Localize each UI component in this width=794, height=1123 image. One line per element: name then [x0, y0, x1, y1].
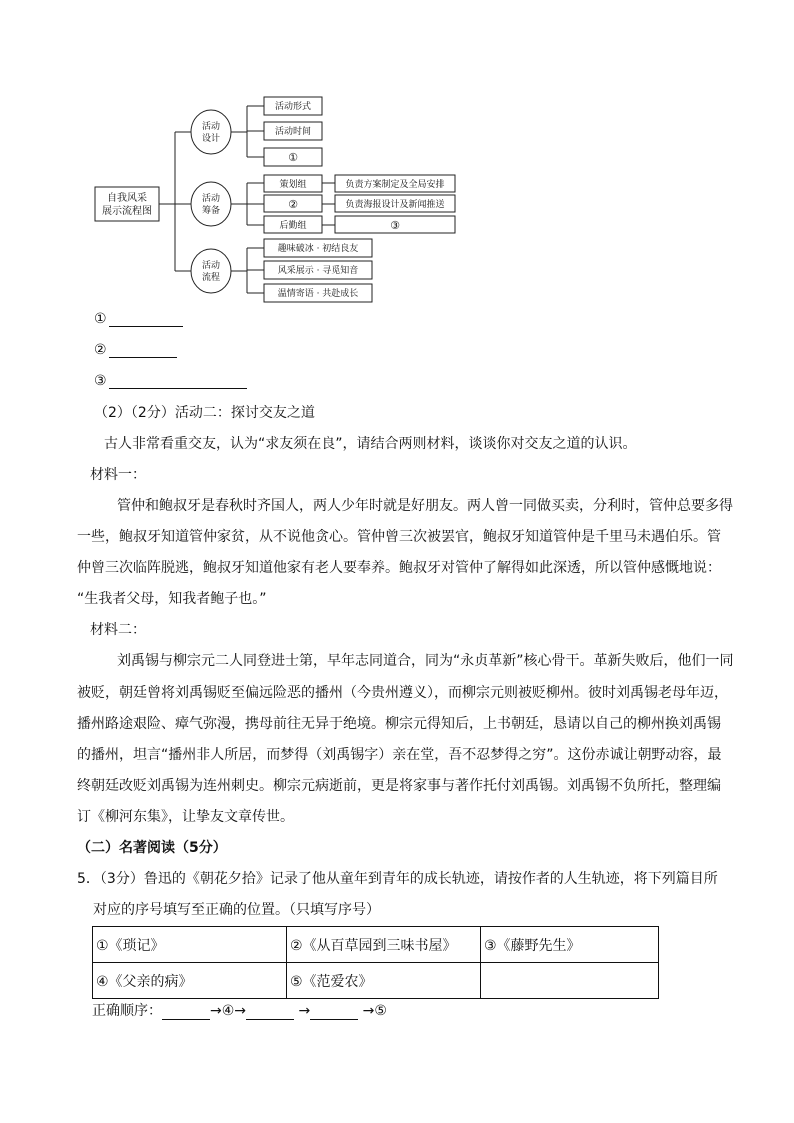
material-2-line-3: 播州路途艰险、瘴气弥漫，携母前往无异于绝境。柳宗元得知后，上书朝廷，恳请以自己的柳州换刘禹锡: [77, 716, 721, 732]
order-arrow: →: [294, 1003, 311, 1019]
material-2-line-4: 的播州，坦言“播州非人所居，而梦得（刘禹锡字）亲在堂，吾不忍梦得之穷”。这份赤诚让朝野动容，最: [77, 747, 722, 763]
answer-blank-1[interactable]: [94, 311, 183, 327]
answer-blank-2-line[interactable]: [109, 343, 177, 358]
order-fixed-1: ④: [221, 1003, 235, 1019]
correct-order: [92, 1000, 387, 1020]
answer-blank-2[interactable]: [94, 342, 177, 358]
order-blank-1[interactable]: [162, 1005, 210, 1020]
flow-root-line-2: 展示流程图: [102, 206, 152, 217]
table-cell: [481, 963, 659, 999]
material-1-line-4: “生我者父母，知我者鲍子也。”: [77, 591, 267, 607]
table-row: [93, 927, 659, 963]
section-2-title: （二）名著阅读（5分）: [77, 840, 227, 856]
order-blank-3[interactable]: [310, 1005, 358, 1020]
table-cell: ②《从百草园到三味书屋》: [287, 927, 481, 963]
order-arrow: →: [210, 1003, 222, 1019]
flow-group-1-ellipse: [191, 110, 231, 154]
material-2-line-6: 订《柳河东集》，让挚友文章传世。: [77, 809, 294, 825]
flow-group-1-label-b: 设计: [201, 134, 221, 144]
order-label: 正确顺序：: [92, 1003, 162, 1019]
answer-blank-1-line[interactable]: [109, 312, 183, 327]
flow-g2-team-1: 策划组: [279, 180, 307, 190]
q5-line-2: 对应的序号填写至正确的位置。（只填写序号）: [93, 902, 380, 918]
material-1-line-1: 管仲和鲍叔牙是春秋时齐国人，两人少年时就是好朋友。两人曾一同做买卖，分利时，管仲总要多得: [117, 498, 733, 514]
q2-title: （2）（2分）活动二：探讨交友之道: [94, 405, 315, 421]
order-blank-2[interactable]: [246, 1005, 294, 1020]
flow-group-3-label-a: 活动: [201, 261, 221, 271]
flow-group-3-ellipse: [191, 249, 231, 293]
flow-g3-item-3: 温情寄语 · 共赴成长: [277, 289, 359, 299]
order-arrow: →: [358, 1003, 375, 1019]
q2-prompt: 古人非常看重交友，认为“求友须在良”，请结合两则材料，谈谈你对交友之道的认识。: [104, 436, 637, 452]
answer-blank-3[interactable]: [94, 373, 247, 389]
material-2-title: 材料二：: [90, 622, 146, 638]
material-1-line-2: 一些，鲍叔牙知道管仲家贫，从不说他贪心。管仲曾三次被罢官，鲍叔牙知道管仲是千里马未遇伯乐。管: [77, 529, 721, 545]
flow-g3-item-1: 趣味破冰 · 初结良友: [277, 244, 359, 254]
material-2-line-5: 终朝廷改贬刘禹锡为连州刺史。柳宗元病逝前，更是将家事与著作托付刘禹锡。刘禹锡不负所托，整理编: [77, 778, 721, 794]
flow-g2-duty-3: ③: [390, 219, 400, 232]
flowchart: [0, 0, 794, 320]
answer-blank-2-label: ②: [94, 342, 107, 358]
material-2-line-1: 刘禹锡与柳宗元二人同登进士第，早年志同道合，同为“永贞革新”核心骨干。革新失败后，他们一同: [117, 653, 734, 669]
order-arrow: →: [234, 1003, 247, 1019]
material-1-title: 材料一：: [90, 467, 146, 483]
works-table: [92, 926, 659, 999]
flow-root-line-1: 自我风采: [107, 193, 147, 204]
table-cell: ④《父亲的病》: [93, 963, 287, 999]
flow-group-2-ellipse: [191, 182, 231, 226]
table-cell: ⑤《范爱农》: [287, 963, 481, 999]
flow-g2-duty-1: 负责方案制定及全局安排: [345, 180, 445, 190]
flow-group-2-label-a: 活动: [201, 194, 221, 204]
flow-group-3-label-b: 流程: [201, 273, 221, 283]
flow-g3-item-2: 风采展示 · 寻觅知音: [277, 266, 359, 276]
order-fixed-2: ⑤: [374, 1003, 387, 1019]
table-row: [93, 963, 659, 999]
answer-blank-3-line[interactable]: [109, 374, 247, 389]
answer-blank-1-label: ①: [94, 311, 107, 327]
flow-g2-team-2: ②: [288, 198, 298, 211]
flow-g2-team-3: 后勤组: [279, 221, 307, 231]
material-1-line-3: 仲曾三次临阵脱逃，鲍叔牙知道他家有老人要奉养。鲍叔牙对管仲了解得如此深透，所以管仲感慨地说：: [77, 560, 721, 576]
material-2-line-2: 被贬，朝廷曾将刘禹锡贬至偏远险恶的播州（今贵州遵义），而柳宗元则被贬柳州。彼时刘禹锡老母年迈，: [77, 685, 728, 701]
q5-line-1: 5．（3分）鲁迅的《朝花夕拾》记录了他从童年到青年的成长轨迹，请按作者的人生轨迹，将下列篇目所: [77, 871, 718, 887]
flow-g1-item-3: ①: [288, 151, 298, 164]
table-cell: ①《琐记》: [93, 927, 287, 963]
flow-g2-duty-2: 负责海报设计及新闻推送: [345, 200, 445, 210]
flow-g1-item-1: 活动形式: [274, 102, 312, 112]
flow-group-1-label-a: 活动: [201, 122, 221, 132]
flow-group-2-label-b: 筹备: [201, 206, 221, 216]
table-cell: ③《藤野先生》: [481, 927, 659, 963]
flow-g1-item-2: 活动时间: [274, 127, 312, 137]
answer-blank-3-label: ③: [94, 373, 107, 389]
